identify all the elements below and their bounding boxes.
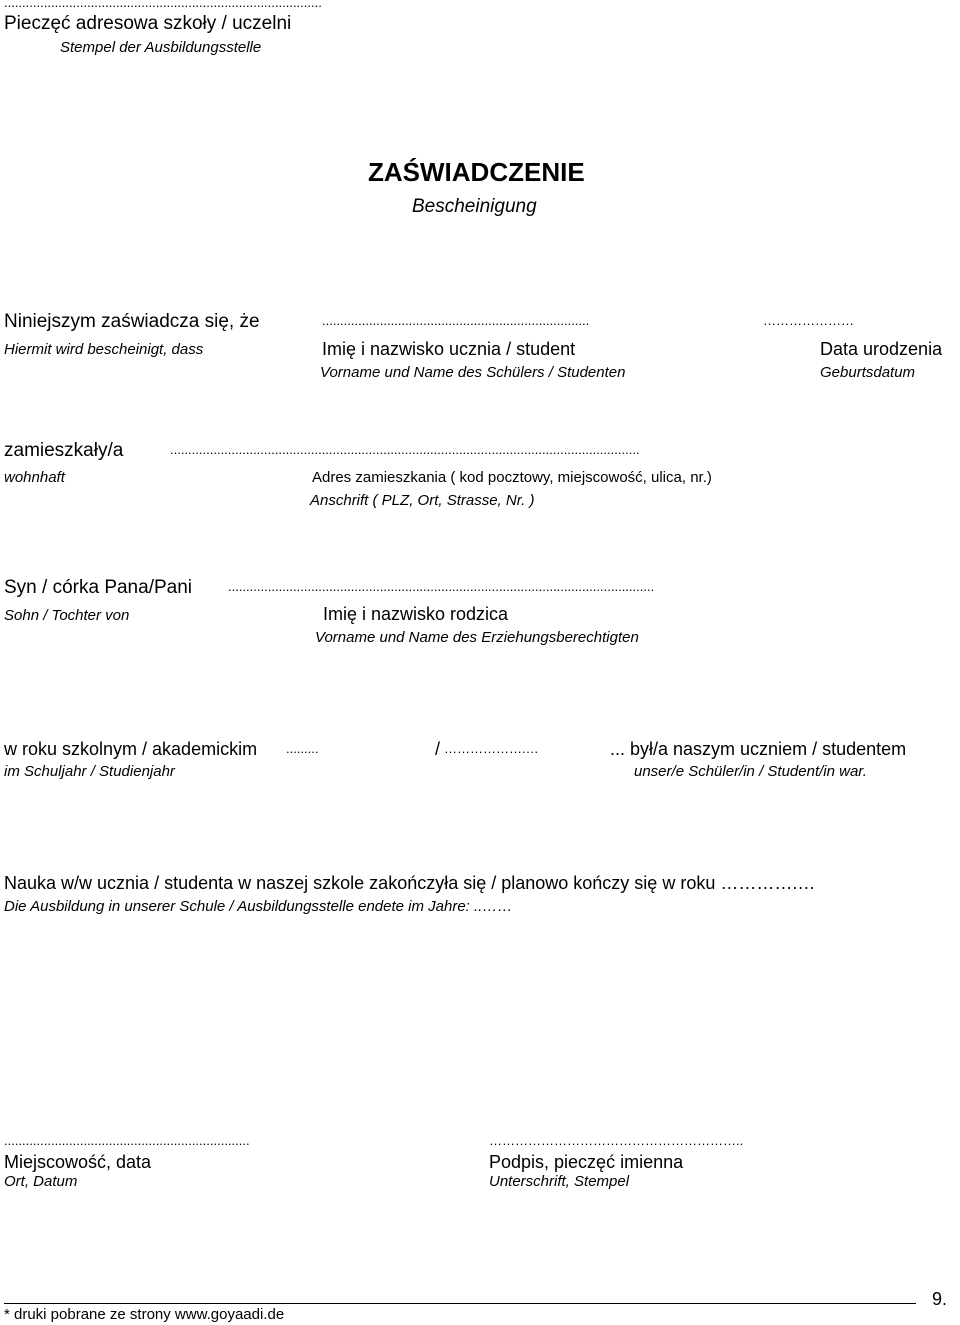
education-end-label-de [4,899,512,914]
resident-label-pl: zamieszkały/a [4,440,124,461]
was-student-label-de: unser/e Schüler/in / Student/in war. [634,763,867,780]
address-field-label-de: Anschrift ( PLZ, Ort, Strasse, Nr. ) [310,492,535,509]
child-of-label-de: Sohn / Tochter von [4,607,130,624]
signature-label: Podpis, pieczęć imienna [489,1152,684,1172]
birth-date-field-label: Data urodzenia [820,339,943,359]
student-name-field-label-de: Vorname und Name des Schülers / Studenten [320,364,626,381]
document-subtitle: Bescheinigung [412,196,537,217]
birth-date-dots: ………………… [763,314,854,327]
school-year-label-de: im Schuljahr / Studienjahr [4,763,175,780]
stamp-label-de: Stempel der Ausbildungsstelle [60,39,262,56]
page-number: 9. [932,1289,948,1309]
parent-name-dots: ...................................................................................................................... [228,580,655,593]
resident-label-de: wohnhaft [4,469,65,486]
was-student-label-pl: ... był/a naszym uczniem / studentem [610,739,907,759]
education-end-dots: ………….… [715,873,816,893]
student-name-dots: .......................................................................... [322,314,590,327]
education-end-label-pl [4,874,815,892]
signature-dots: ………………………………………………….. [489,1134,744,1147]
parent-name-field-label: Imię i nazwisko rodzica [323,604,509,624]
parent-name-field-label-de: Vorname und Name des Erziehungsberechtigten [315,629,639,646]
place-date-label: Miejscowość, data [4,1152,152,1172]
footer-divider [4,1303,916,1304]
footer-note: * druki pobrane ze strony www.goyaadi.de [4,1306,285,1323]
certify-label-pl: Niniejszym zaświadcza się, że [4,311,260,332]
document-title: ZAŚWIADCZENIE [368,157,585,187]
certify-label-de: Hiermit wird bescheinigt, dass [4,341,204,358]
signature-label-de: Unterschrift, Stempel [489,1173,630,1190]
education-end-dots-de: ..…… [469,898,513,915]
place-date-dots: .................................................................... [4,1134,250,1147]
address-field-label: Adres zamieszkania ( kod pocztowy, miejscowość, ulica, nr.) [312,469,712,486]
stamp-dots: ........................................................................................ [4,0,322,9]
birth-date-field-label-de: Geburtsdatum [820,364,916,381]
school-year-end-dots: ……………….… [444,742,539,755]
education-end-text: Nauka w/w ucznia / studenta w naszej szkole zakończyła się / planowo kończy się w roku [4,873,716,893]
address-dots: .................................................................................................................................. [170,443,640,456]
school-year-start-dots: ......... [286,742,319,755]
stamp-label-pl: Pieczęć adresowa szkoły / uczelni [4,13,292,34]
school-year-label-pl: w roku szkolnym / akademickim [4,739,258,759]
child-of-label-pl: Syn / córka Pana/Pani [4,577,192,598]
student-name-field-label: Imię i nazwisko ucznia / student [322,339,576,359]
school-year-slash: / [435,739,441,759]
education-end-text-de: Die Ausbildung in unserer Schule / Ausbildungsstelle endete im Jahre: [4,898,470,915]
place-date-label-de: Ort, Datum [4,1173,78,1190]
